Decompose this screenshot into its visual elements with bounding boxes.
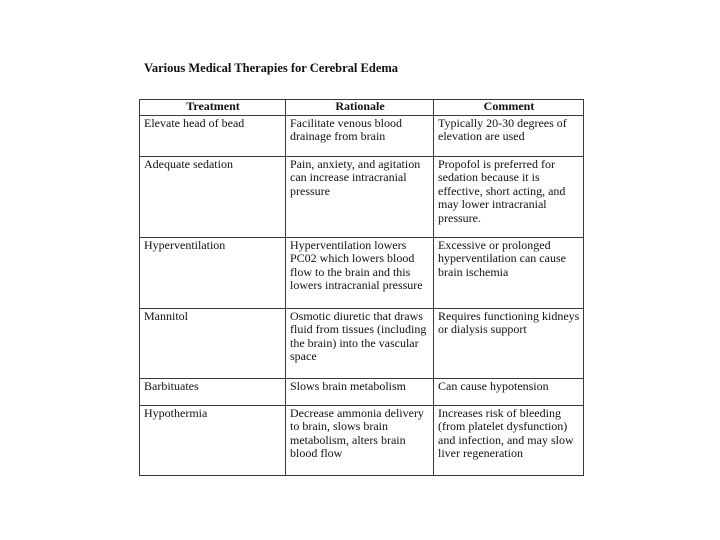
- column-header-treatment: Treatment: [140, 100, 286, 116]
- therapies-table: [139, 99, 584, 476]
- rationale-cell: Pain, anxiety, and agitation can increase intracranial pressure: [286, 157, 434, 238]
- column-header-comment: Comment: [434, 100, 584, 116]
- comment-cell: Propofol is preferred for sedation because it is effective, short acting, and may lower intracranial pressure.: [434, 157, 584, 238]
- table-header-row: [140, 100, 584, 116]
- treatment-cell: Elevate head of bead: [140, 116, 286, 157]
- column-header-rationale: Rationale: [286, 100, 434, 116]
- document-title: Various Medical Therapies for Cerebral Edema: [144, 61, 399, 75]
- rationale-cell: Hyperventilation lowers PC02 which lowers blood flow to the brain and this lowers intracranial pressure: [286, 238, 434, 309]
- treatment-cell: Barbituates: [140, 379, 286, 406]
- treatment-cell: Adequate sedation: [140, 157, 286, 238]
- treatment-cell: Hypothermia: [140, 406, 286, 476]
- table-row: [140, 116, 584, 157]
- comment-cell: Typically 20-30 degrees of elevation are used: [434, 116, 584, 157]
- rationale-cell: Facilitate venous blood drainage from brain: [286, 116, 434, 157]
- treatment-cell: Mannitol: [140, 309, 286, 379]
- rationale-cell: Decrease ammonia delivery to brain, slows brain metabolism, alters brain blood flow: [286, 406, 434, 476]
- treatment-cell: Hyperventilation: [140, 238, 286, 309]
- table-row: [140, 238, 584, 309]
- table-row: [140, 309, 584, 379]
- comment-cell: Can cause hypotension: [434, 379, 584, 406]
- rationale-cell: Osmotic diuretic that draws fluid from tissues (including the brain) into the vascular space: [286, 309, 434, 379]
- comment-cell: Increases risk of bleeding (from platelet dysfunction) and infection, and may slow liver regeneration: [434, 406, 584, 476]
- comment-cell: Excessive or prolonged hyperventilation can cause brain ischemia: [434, 238, 584, 309]
- table-row: [140, 379, 584, 406]
- table-row: [140, 157, 584, 238]
- table-row: [140, 406, 584, 476]
- comment-cell: Requires functioning kidneys or dialysis support: [434, 309, 584, 379]
- rationale-cell: Slows brain metabolism: [286, 379, 434, 406]
